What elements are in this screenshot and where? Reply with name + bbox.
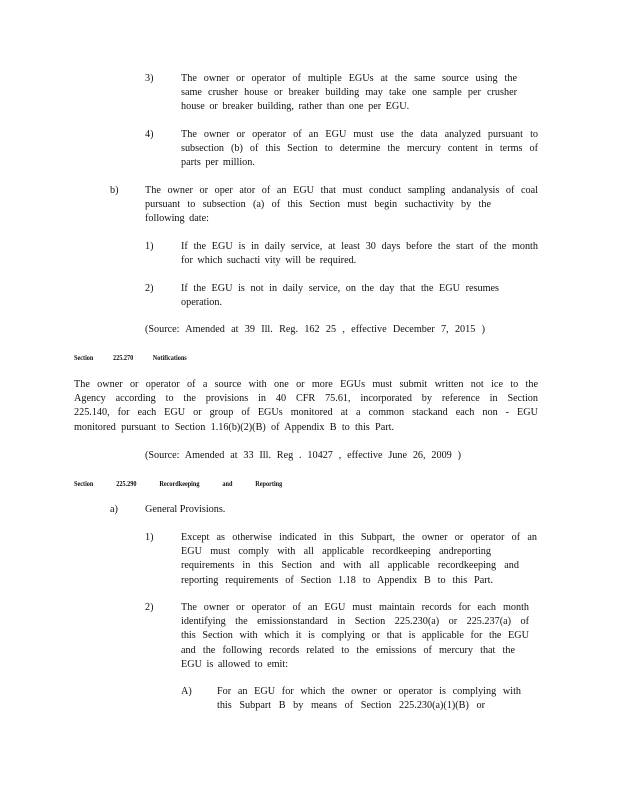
item-4-line: parts per million. xyxy=(181,157,255,169)
item-b-line: pursuant to subsection (a) of this Section must begin suchactivity by the xyxy=(145,199,491,211)
item-2-line: EGU is allowed to emit: xyxy=(181,658,289,670)
item-b2-text xyxy=(181,282,499,310)
item-4-line: The owner or operator of an EGU must use the data analyzed pursuant to xyxy=(181,129,538,140)
item-2-text xyxy=(181,601,529,672)
item-b2-line: operation. xyxy=(181,297,223,309)
item-1-line: reporting requirements of Section 1.18 to Appendix B to this Part. xyxy=(181,574,493,586)
item-A-line: this Subpart B by means of Section 225.230(a)(1)(B) or xyxy=(217,700,485,712)
item-2-line: identifying the emissionstandard in Section 225.230(a) or 225.237(a) of xyxy=(181,616,529,628)
item-b-line: following date: xyxy=(145,213,209,225)
item-3-text xyxy=(181,72,517,115)
item-b2-marker: 2) xyxy=(145,283,154,294)
item-b-line: The owner or oper ator of an EGU that must conduct sampling andanalysis of coal xyxy=(145,185,538,196)
item-b1-line: If the EGU is in daily service, at least 30 days before the start of the month xyxy=(181,241,538,252)
section-270-heading: Section 225.270 Notifications xyxy=(74,353,187,362)
source-note-2 xyxy=(145,449,461,463)
source-note-2-line: (Source: Amended at 33 Ill. Reg . 10427 , effective June 26, 2009 ) xyxy=(145,450,461,461)
item-1-text xyxy=(181,531,537,588)
item-3-line: The owner or operator of multiple EGUs at the same source using the xyxy=(181,73,517,84)
source-note-1 xyxy=(145,323,485,337)
item-1-line: EGU must comply with all applicable recordkeeping andreporting xyxy=(181,546,491,558)
source-note-1-line: (Source: Amended at 39 Ill. Reg. 162 25 , effective December 7, 2015 ) xyxy=(145,324,485,335)
item-2-line: and the following records related to the emissions of mercury that the xyxy=(181,644,515,656)
section-290-heading: Section 225.290 Recordkeeping and Reporting xyxy=(74,479,283,488)
section-270-line: The owner or operator of a source with one or more EGUs must submit written not ice to the xyxy=(74,379,538,390)
item-4-marker: 4) xyxy=(145,129,154,140)
item-b1-line: for which suchacti vity will be required. xyxy=(181,255,357,267)
item-2-line: The owner or operator of an EGU must maintain records for each month xyxy=(181,602,529,613)
item-3-line: same crusher house or breaker building may take one sample per crusher xyxy=(181,87,517,99)
section-270-line: monitored pursuant to Section 1.16(b)(2)(B) of Appendix B to this Part. xyxy=(74,421,394,433)
item-4-text xyxy=(181,128,538,171)
section-270-line: Agency according to the provisions in 40 CFR 75.61, incorporated by reference in Section xyxy=(74,393,538,405)
section-270-body xyxy=(74,378,538,435)
item-2-marker: 2) xyxy=(145,602,154,613)
item-2-line: this Section with which it is complying or that is applicable for the EGU xyxy=(181,630,529,642)
item-b-text xyxy=(145,184,538,227)
item-A-marker: A) xyxy=(181,686,192,697)
item-3-marker: 3) xyxy=(145,73,154,84)
item-b2-line: If the EGU is not in daily service, on the day that the EGU resumes xyxy=(181,283,499,294)
item-1-line: Except as otherwise indicated in this Subpart, the owner or operator of an xyxy=(181,532,537,543)
item-b1-text xyxy=(181,240,538,268)
item-1-marker: 1) xyxy=(145,532,154,543)
section-270-line: 225.140, for each EGU or group of EGUs monitored at a common stackand each non - EGU xyxy=(74,407,538,419)
item-A-text xyxy=(217,685,521,713)
item-3-line: house or breaker building, rather than one per EGU. xyxy=(181,101,410,113)
item-A-line: For an EGU for which the owner or operator is complying with xyxy=(217,686,521,697)
item-b1-marker: 1) xyxy=(145,241,154,252)
item-4-line: subsection (b) of this Section to determine the mercury content in terms of xyxy=(181,143,538,155)
item-1-line: requirements in this Section and with all applicable recordkeeping and xyxy=(181,560,519,572)
subsection-a-title: General Provisions. xyxy=(145,504,226,515)
item-b-marker: b) xyxy=(110,185,119,196)
subsection-a-marker: a) xyxy=(110,504,118,515)
